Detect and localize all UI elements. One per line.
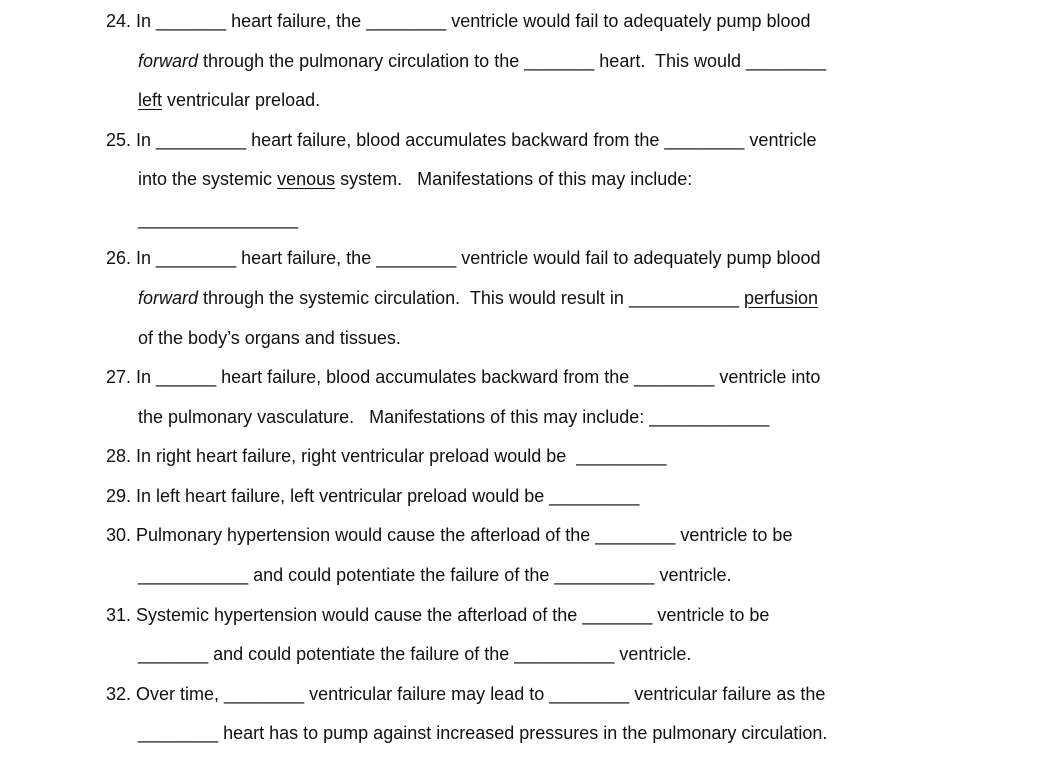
q24-left-word: left [138, 90, 163, 110]
q26-line-2-text: through the systemic circulation. This would result in ___________ [198, 288, 745, 308]
q24-line-2 [138, 50, 826, 72]
q24-line-1: 24. In _______ heart failure, the ________ ventricle would fail to adequately pump blood [106, 11, 811, 31]
q25-line-2-start: into the systemic [138, 169, 278, 189]
q26-line-3: of the body’s organs and tissues. [138, 328, 401, 348]
q24-line-3 [138, 89, 320, 111]
q25-line-1: 25. In _________ heart failure, blood accumulates backward from the ________ ventricle [106, 130, 817, 150]
q29-line-1: 29. In left heart failure, left ventricular preload would be _________ [106, 486, 640, 506]
q24-forward-word: forward [138, 51, 199, 71]
q32-line-1: 32. Over time, ________ ventricular failure may lead to ________ ventricular failure as the [106, 684, 826, 704]
q31-line-1: 31. Systemic hypertension would cause the afterload of the _______ ventricle to be [106, 605, 770, 625]
q24-line-3-text: ventricular preload. [162, 90, 321, 110]
q30-line-2: ___________ and could potentiate the failure of the __________ ventricle. [138, 565, 732, 585]
q26-perfusion-word: perfusion [744, 288, 819, 308]
q28-line-1: 28. In right heart failure, right ventricular preload would be _________ [106, 446, 667, 466]
q26-forward-word: forward [138, 288, 199, 308]
q25-line-2-end: system. Manifestations of this may include: [335, 169, 693, 189]
q27-line-1: 27. In ______ heart failure, blood accumulates backward from the ________ ventricle into [106, 367, 821, 387]
q27-line-2: the pulmonary vasculature. Manifestations of this may include: ____________ [138, 407, 770, 427]
q24-line-2-text: through the pulmonary circulation to the _______ heart. This would ________ [198, 51, 827, 71]
q26-line-1: 26. In ________ heart failure, the ________ ventricle would fail to adequately pump blood [106, 248, 821, 268]
q25-line-2 [138, 168, 692, 190]
q32-line-2: ________ heart has to pump against increased pressures in the pulmonary circulation. [138, 723, 828, 743]
q31-line-2: _______ and could potentiate the failure of the __________ ventricle. [138, 644, 692, 664]
q30-line-1: 30. Pulmonary hypertension would cause the afterload of the ________ ventricle to be [106, 525, 793, 545]
q26-line-2 [138, 287, 818, 309]
q25-answer-blank: ________________ [138, 209, 299, 229]
q25-venous-word: venous [277, 169, 336, 189]
